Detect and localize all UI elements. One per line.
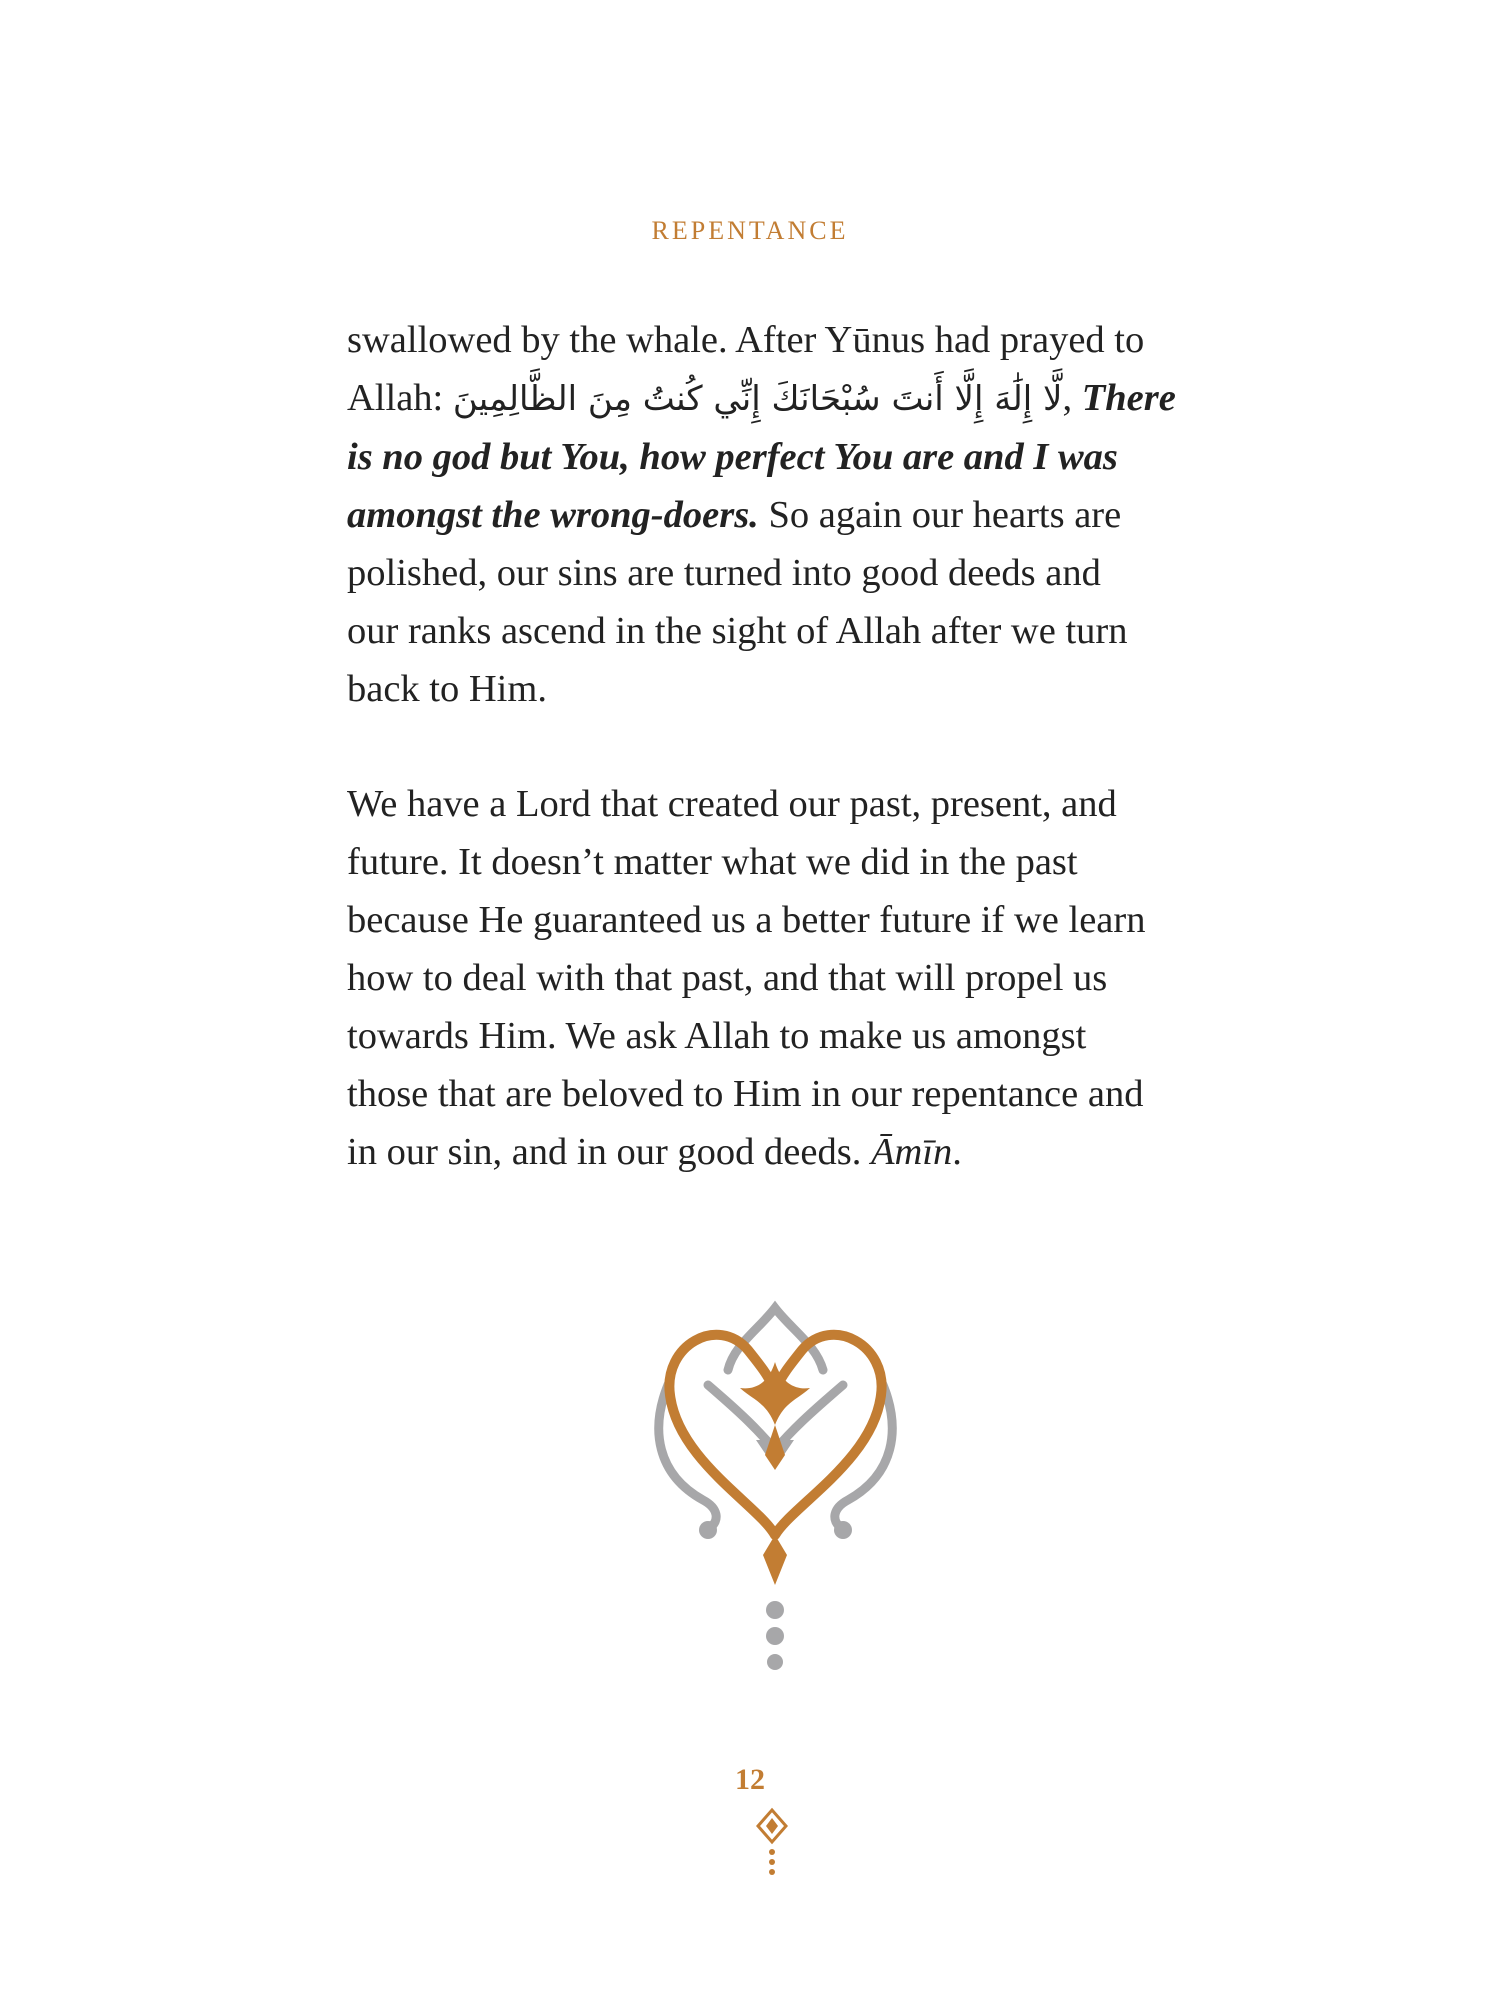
translation-line: is no god but You, how perfect You are and I was [347, 436, 1118, 478]
floral-heart-ornament-icon [648, 1290, 903, 1670]
text-line [347, 486, 1217, 544]
text-line: future. It doesn’t matter what we did in the past [347, 841, 1078, 883]
text-line: our ranks ascend in the sight of Allah after we turn [347, 610, 1128, 652]
text-line: those that are beloved to Him in our repentance and [347, 1073, 1144, 1115]
text-line: because He guaranteed us a better future if we learn [347, 899, 1146, 941]
text-segment: in our sin, and in our good deeds. [347, 1131, 871, 1173]
text-line [347, 369, 1217, 428]
running-title: REPENTANCE [651, 216, 849, 245]
text-line: We have a Lord that created our past, present, and [347, 783, 1117, 825]
text-line: polished, our sins are turned into good deeds and [347, 552, 1101, 594]
text-segment: . [952, 1131, 962, 1173]
text-line: back to Him. [347, 668, 547, 710]
paragraph-1 [347, 311, 1217, 718]
allah-prefix: Allah: [347, 377, 453, 419]
text-line: swallowed by the whale. After Yūnus had prayed to [347, 319, 1145, 361]
diamond-dots-folio-icon [752, 1806, 792, 1881]
translation-text: amongst the wrong-doers. [347, 494, 759, 536]
comma: , [1062, 377, 1082, 419]
amin-italic: Āmīn [870, 1131, 953, 1173]
text-line: how to deal with that past, and that will propel us [347, 957, 1108, 999]
paragraph-2 [347, 775, 1217, 1181]
arabic-dua: لَّا إِلَٰهَ إِلَّا أَنتَ سُبْحَانَكَ إِنِّي كُنتُ مِنَ الظَّالِمِينَ [452, 379, 1063, 419]
translation-text: There [1081, 377, 1176, 419]
text-line: towards Him. We ask Allah to make us amongst [347, 1015, 1087, 1057]
text-line [347, 1123, 1217, 1181]
text-segment: So again our hearts are [758, 494, 1122, 536]
page-number: 12 [735, 1763, 765, 1796]
